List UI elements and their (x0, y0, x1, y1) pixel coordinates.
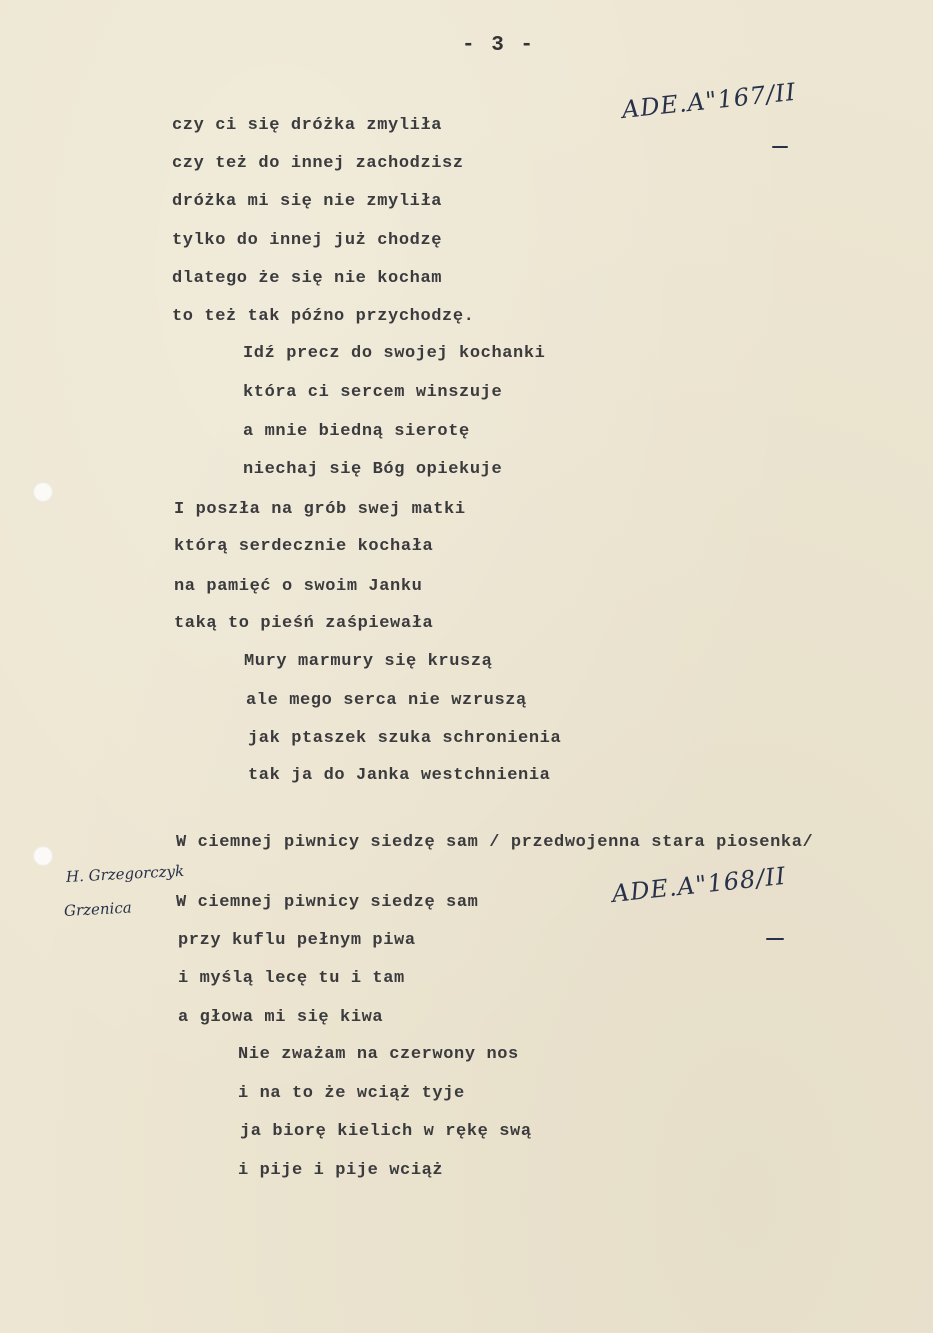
song1-line: dlatego że się nie kocham (172, 269, 443, 288)
song1-line: czy też do innej zachodzisz (172, 154, 464, 173)
punch-hole-top (33, 482, 53, 502)
archive-ref-1: ADE.A"167/II (620, 77, 798, 124)
song1-line: to też tak późno przychodzę. (172, 307, 475, 326)
song2-line: i na to że wciąż tyje (238, 1084, 465, 1103)
song1-line: która ci sercem winszuje (243, 383, 503, 402)
song2-line: i myślą lecę tu i tam (178, 969, 405, 988)
song2-line: a głowa mi się kiwa (178, 1008, 384, 1027)
song1-line: ale mego serca nie wzruszą (246, 691, 527, 710)
punch-hole-bottom (33, 846, 53, 866)
song1-line: Mury marmury się kruszą (244, 652, 493, 671)
archive-ref-2: ADE.A"168/II (610, 861, 788, 908)
song2-line: przy kuflu pełnym piwa (178, 931, 416, 950)
archive-ref-2-underline (766, 938, 784, 940)
margin-author-note: H. Grzegorczyk (65, 861, 185, 886)
archive-ref-1-underline (772, 146, 788, 148)
margin-place-note: Grzenica (63, 898, 133, 920)
song1-line: tylko do innej już chodzę (172, 231, 443, 250)
song1-line: taką to pieśń zaśpiewała (174, 614, 434, 633)
song2-line: Nie zważam na czerwony nos (238, 1045, 519, 1064)
song1-line: niechaj się Bóg opiekuje (243, 460, 503, 479)
song1-line: czy ci się dróżka zmyliła (172, 116, 443, 135)
song1-line: jak ptaszek szuka schronienia (248, 729, 562, 748)
song2-line: ja biorę kielich w rękę swą (240, 1122, 532, 1141)
song2-line: W ciemnej piwnicy siedzę sam (176, 893, 479, 912)
song1-line: a mnie biedną sierotę (243, 422, 470, 441)
song2-line: i pije i pije wciąż (238, 1161, 444, 1180)
song1-line: I poszła na grób swej matki (174, 500, 466, 519)
song1-line: Idź precz do swojej kochanki (243, 344, 546, 363)
song1-line: tak ja do Janka westchnienia (248, 766, 551, 785)
song1-line: którą serdecznie kochała (174, 537, 434, 556)
song1-line: na pamięć o swoim Janku (174, 577, 423, 596)
song1-line: dróżka mi się nie zmyliła (172, 192, 443, 211)
page-number: - 3 - (462, 34, 536, 57)
song2-heading: W ciemnej piwnicy siedzę sam / przedwojenna stara piosenka/ (176, 833, 814, 852)
